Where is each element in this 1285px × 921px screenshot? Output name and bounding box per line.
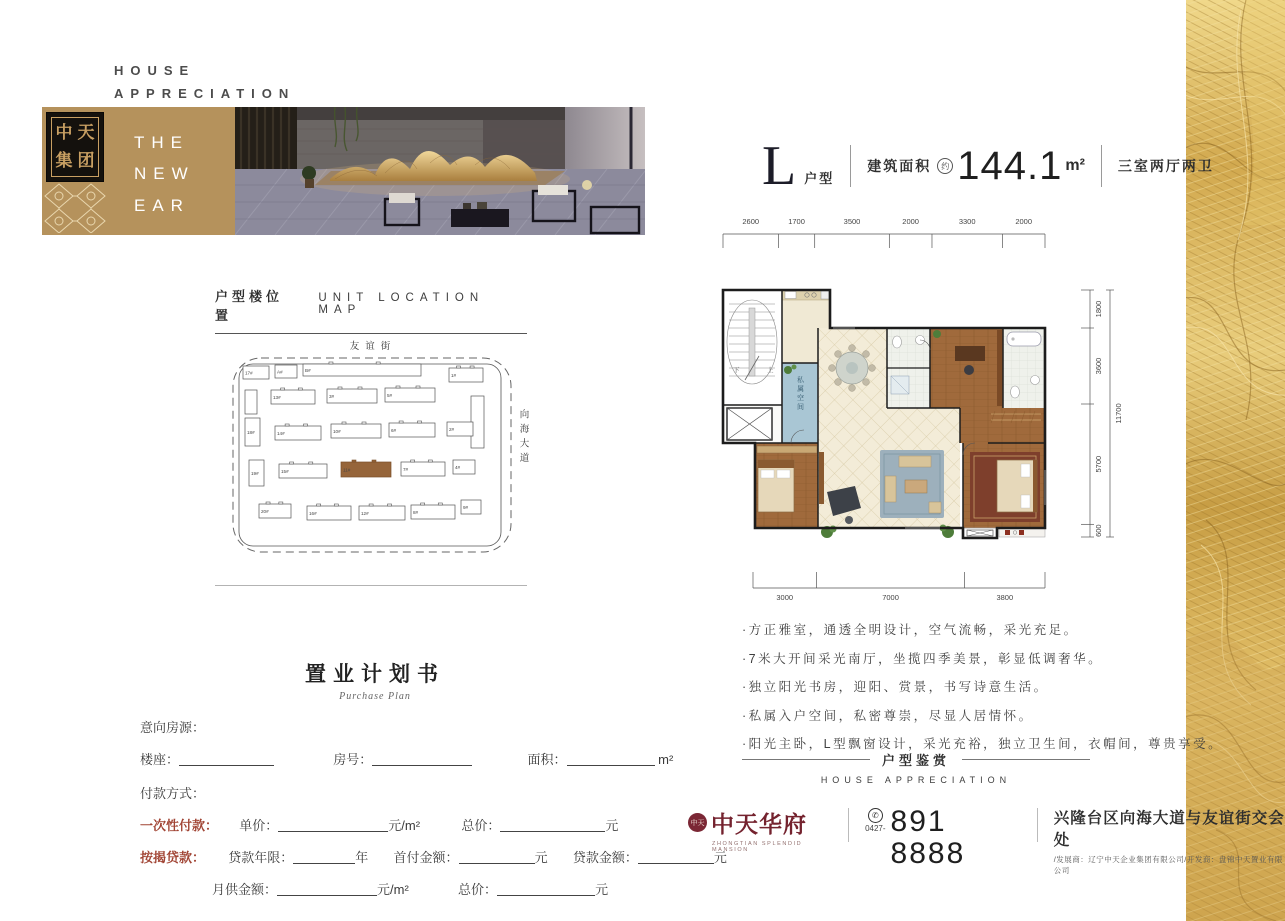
phone-number: 891 8888 xyxy=(890,805,966,870)
onetime-label: 一次性付款： xyxy=(140,818,219,833)
svg-text:9#: 9# xyxy=(463,505,469,510)
svg-text:11#: 11# xyxy=(343,467,351,473)
purchase-plan-subtitle: Purchase Plan xyxy=(339,691,411,702)
purchase-plan-title: 置业计划书 xyxy=(305,662,445,686)
svg-text:8#: 8# xyxy=(413,510,419,515)
approx-circle-icon: 约 xyxy=(937,158,953,174)
brand-name: 中天华府 xyxy=(711,812,807,837)
svg-text:11700: 11700 xyxy=(1114,403,1123,424)
field-area-label: 面积： xyxy=(527,752,567,767)
street-right-label: 向海大道 xyxy=(517,409,529,467)
svg-text:3#: 3# xyxy=(329,394,335,399)
svg-text:16#: 16# xyxy=(309,511,317,516)
building-outlines xyxy=(243,362,484,520)
logo-char: 团 xyxy=(77,151,95,171)
svg-text:1800: 1800 xyxy=(1094,300,1103,318)
svg-text:3600: 3600 xyxy=(1094,357,1103,375)
svg-text:15#: 15# xyxy=(281,469,289,474)
svg-text:12#: 12# xyxy=(361,511,369,516)
footer xyxy=(688,806,1285,876)
footer-divider xyxy=(848,808,849,842)
footer-phone xyxy=(865,806,1021,869)
svg-text:1700: 1700 xyxy=(788,217,805,226)
downpay-input xyxy=(459,850,535,864)
total-price-input xyxy=(500,818,605,832)
svg-text:17#: 17# xyxy=(245,370,253,376)
area-code: 0427- xyxy=(865,824,886,833)
form-row-onetime xyxy=(140,815,619,834)
group-logo-emblem xyxy=(46,112,104,182)
svg-text:3000: 3000 xyxy=(776,593,794,602)
form-row-unit xyxy=(140,749,674,768)
feature-item: ·7米大开间采光南厅，坐揽四季美景，彰显低调奢华。 xyxy=(742,651,1104,666)
svg-text:19#: 19# xyxy=(251,471,259,476)
mtg-total-unit: 元 xyxy=(595,882,609,897)
loan-amount-label: 贷款金额： xyxy=(572,850,638,865)
group-logo xyxy=(42,107,108,235)
street-top-label: 友谊街 xyxy=(349,341,397,352)
banner-word: EAR xyxy=(134,195,190,215)
address-text: 兴隆台区向海大道与友谊街交会处 xyxy=(1053,810,1285,849)
svg-text:14#: 14# xyxy=(277,431,285,436)
lattice-pattern-icon xyxy=(44,183,106,233)
brand-seal-icon: 中天 xyxy=(688,813,707,832)
field-room-input xyxy=(372,752,472,766)
field-area-input xyxy=(567,752,655,766)
svg-text:2#: 2# xyxy=(449,427,455,432)
appreciation-section xyxy=(742,750,1090,785)
payment-label: 付款方式： xyxy=(140,786,206,801)
loan-amount-unit: 元 xyxy=(713,850,727,865)
field-block-input xyxy=(179,752,274,766)
field-area-unit: m² xyxy=(658,752,674,767)
location-map-title-en: UNIT LOCATION MAP xyxy=(318,292,485,316)
unit-price-input xyxy=(278,818,388,832)
private-space-label: 私属空间 xyxy=(796,376,804,412)
developer-text: /发展商：辽宁中天企业集团有限公司/开发商：盘锦中天置业有限公司 xyxy=(1053,855,1283,875)
divider-rule xyxy=(215,585,527,586)
svg-text:2000: 2000 xyxy=(902,217,919,226)
svg-text:B#: B# xyxy=(305,368,311,373)
unit-type-label: 户型 xyxy=(804,170,835,186)
divider xyxy=(850,145,851,187)
logo-char: 中 xyxy=(55,123,73,143)
dimension-right xyxy=(1078,278,1134,570)
footer-divider xyxy=(1037,808,1038,842)
tagline-line1: HOUSE xyxy=(114,63,196,78)
downpay-unit: 元 xyxy=(534,850,548,865)
feature-list xyxy=(742,620,1223,763)
field-block-label: 楼座： xyxy=(140,752,180,767)
room-config: 三室两厅两卫 xyxy=(1117,158,1214,174)
rule-left xyxy=(742,759,870,760)
loan-years-label: 贷款年限： xyxy=(228,850,294,865)
svg-text:3500: 3500 xyxy=(843,217,861,226)
banner-word: NEW xyxy=(134,164,195,184)
banner-word: THE xyxy=(134,133,189,152)
svg-text:7000: 7000 xyxy=(882,593,899,602)
stair-down-label: 下 xyxy=(733,367,740,374)
monthly-input xyxy=(277,882,377,896)
feature-item: ·独立阳光书房，迎阳、赏景，书写诗意生活。 xyxy=(742,680,1049,694)
area-value: 144.1 xyxy=(957,144,1063,188)
mortgage-label: 按揭贷款： xyxy=(140,850,206,865)
svg-text:3300: 3300 xyxy=(958,217,976,226)
svg-text:600: 600 xyxy=(1094,524,1103,537)
total-price-label: 总价： xyxy=(461,818,501,833)
unit-letter: L xyxy=(762,135,797,197)
logo-char: 天 xyxy=(77,123,95,143)
svg-text:18#: 18# xyxy=(247,430,255,435)
unit-header xyxy=(762,134,1214,198)
banner-gold-panel xyxy=(108,107,235,235)
area-unit: m² xyxy=(1065,157,1085,174)
loan-years-unit: 年 xyxy=(355,850,369,865)
svg-text:10#: 10# xyxy=(333,429,341,434)
monthly-label: 月供金额： xyxy=(212,882,278,897)
footer-address xyxy=(1054,806,1285,876)
appreciation-cn: 户型鉴赏 xyxy=(882,753,951,768)
location-map-title-cn: 户型楼位置 xyxy=(215,289,284,323)
street-boundary xyxy=(233,358,511,552)
rule-right xyxy=(962,759,1090,760)
svg-text:4#: 4# xyxy=(455,465,461,470)
location-map-header xyxy=(215,286,527,334)
appreciation-en: HOUSE APPRECIATION xyxy=(820,775,1012,785)
mtg-total-input xyxy=(497,882,595,896)
feature-item: ·阳光主卧，L型飘窗设计，采光充裕，独立卫生间，衣帽间，尊贵享受。 xyxy=(742,737,1224,751)
downpay-label: 首付金额： xyxy=(393,850,459,865)
svg-text:6#: 6# xyxy=(391,428,397,433)
unit-price-label: 单价： xyxy=(239,818,279,833)
mtg-total-label: 总价： xyxy=(458,882,498,897)
floor-plan xyxy=(715,280,1075,570)
svg-text:7#: 7# xyxy=(403,467,409,472)
dimension-top xyxy=(715,214,1075,250)
logo-char: 集 xyxy=(55,151,73,171)
total-price-unit: 元 xyxy=(605,818,619,833)
monthly-unit: 元/m² xyxy=(377,882,409,897)
stair-up-label: 上 xyxy=(767,367,774,374)
tagline-line2: APPRECIATION xyxy=(114,85,296,101)
banner-photo xyxy=(235,107,645,235)
svg-text:5700: 5700 xyxy=(1094,455,1103,473)
footer-brand xyxy=(688,806,832,853)
feature-item: ·私属入户空间，私密尊崇，尽显人居情怀。 xyxy=(742,708,1034,723)
intent-label: 意向房源： xyxy=(140,720,206,735)
brand-banner xyxy=(42,107,645,235)
brand-name-en: ZHONGTIAN SPLENDID MANSION xyxy=(712,841,803,853)
feature-item: ·方正雅室，通透全明设计，空气流畅，采光充足。 xyxy=(742,623,1079,637)
loan-years-input xyxy=(293,850,355,864)
svg-text:2000: 2000 xyxy=(1015,217,1033,226)
area-label: 建筑面积 xyxy=(867,158,932,174)
header-tagline xyxy=(114,60,295,106)
svg-text:2600: 2600 xyxy=(742,217,760,226)
svg-text:3800: 3800 xyxy=(996,593,1014,602)
field-room-label: 房号： xyxy=(333,752,373,767)
svg-text:20#: 20# xyxy=(261,509,269,514)
phone-icon: ✆ xyxy=(868,808,883,823)
form-row-mortgage xyxy=(140,847,727,866)
divider xyxy=(1101,145,1102,187)
form-row-monthly xyxy=(140,879,610,898)
svg-text:13#: 13# xyxy=(273,395,281,400)
svg-text:A#: A# xyxy=(277,369,283,375)
site-map xyxy=(225,334,535,564)
svg-text:1#: 1# xyxy=(451,373,457,378)
unit-price-unit: 元/m² xyxy=(388,818,421,833)
svg-text:5#: 5# xyxy=(387,393,393,398)
